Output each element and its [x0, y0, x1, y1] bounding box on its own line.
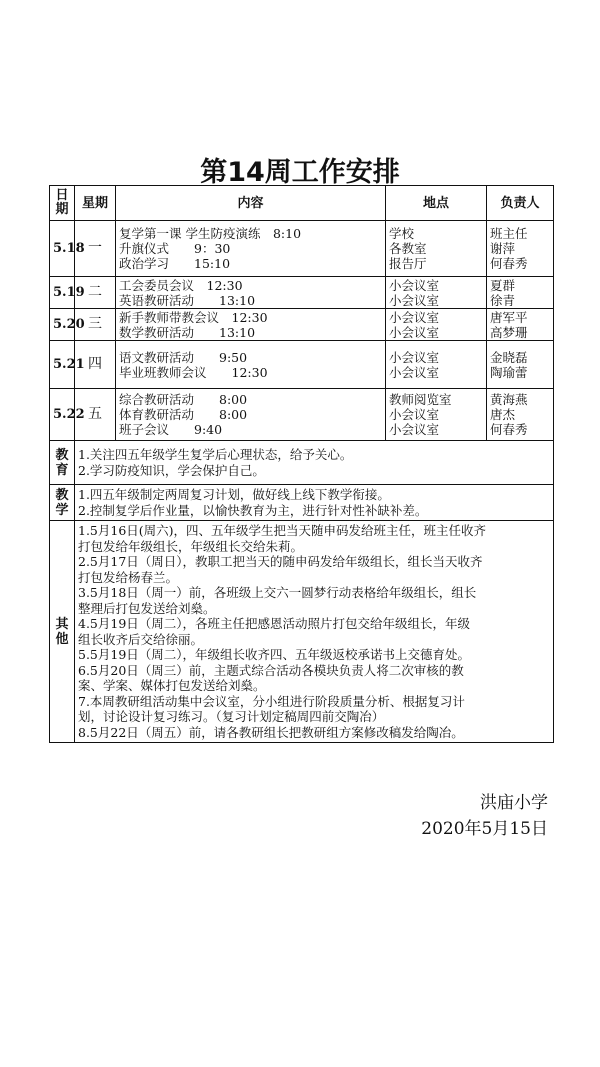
- row-location: [386, 309, 487, 341]
- section-items: [75, 441, 554, 485]
- content-line: 毕业班教师会议 12:30: [119, 364, 268, 380]
- content-line: 政治学习 15:10: [119, 256, 231, 271]
- row-content: [116, 389, 386, 441]
- location-line: 小会议室: [389, 309, 440, 325]
- row-location: [386, 277, 487, 309]
- section-label: [50, 485, 75, 521]
- section-label: [50, 441, 75, 485]
- section-row: [50, 441, 554, 485]
- section-row: [50, 521, 554, 743]
- schedule-row: [50, 389, 554, 441]
- content-line: 复学第一课 学生防疫演练 8:10: [119, 226, 302, 241]
- section-item: 3.5月18日（周一）前，各班级上交六一圆梦行动表格给年级组长，组长: [78, 585, 477, 600]
- location-line: 小会议室: [389, 422, 440, 437]
- person-line: 唐杰: [490, 407, 516, 422]
- person-line: 班主任: [490, 226, 528, 241]
- page-title: 第14周工作安排: [200, 157, 400, 188]
- section-label-char: 教: [55, 487, 69, 503]
- row-date: 5.22: [50, 389, 75, 441]
- section-item: 划，讨论设计复习练习。（复习计划定稿周四前交陶冶）: [78, 709, 385, 724]
- row-location: [386, 221, 487, 277]
- schedule-row: [50, 341, 554, 389]
- section-label-char: 其: [55, 616, 69, 632]
- person-line: 徐青: [490, 292, 516, 308]
- section-item: 整理后打包发送给刘燊。: [78, 600, 216, 616]
- section-item: 7.本周教研组活动集中会议室，分小组进行阶段质量分析、根据复习计: [78, 693, 465, 709]
- row-date: 5.21: [50, 341, 75, 389]
- location-line: 小会议室: [389, 349, 440, 365]
- row-weekday: 二: [75, 277, 116, 309]
- row-weekday: 四: [75, 341, 116, 389]
- row-person: [487, 221, 554, 277]
- section-item: 1.关注四五年级学生复学后心理状态，给予关心。: [78, 447, 353, 462]
- header-weekday: 星期: [75, 186, 116, 221]
- row-person: [487, 277, 554, 309]
- person-line: 夏群: [490, 277, 516, 293]
- signature-school: 洪庙小学: [480, 793, 548, 813]
- person-line: 谢萍: [490, 241, 516, 256]
- row-content: [116, 221, 386, 277]
- content-line: 升旗仪式 9：30: [119, 241, 231, 256]
- header-content: 内容: [116, 186, 386, 221]
- content-line: 综合教研活动 8:00: [119, 392, 248, 407]
- section-item: 2.5月17日（周日），教职工把当天的随申码发给年级组长，组长当天收齐: [78, 554, 483, 569]
- location-line: 各教室: [389, 241, 427, 256]
- section-item: 2.学习防疫知识，学会保护自己。: [78, 462, 265, 478]
- person-line: 金晓磊: [490, 349, 528, 365]
- location-line: 报告厅: [389, 256, 427, 271]
- section-item: 1.四五年级制定两周复习计划，做好线上线下教学衔接。: [78, 487, 390, 502]
- section-row: [50, 485, 554, 521]
- schedule-row: [50, 221, 554, 277]
- content-line: 工会委员会议 12:30: [119, 277, 243, 293]
- person-line: 高梦珊: [490, 324, 528, 340]
- section-items: [75, 485, 554, 521]
- signature-date: 2020年5月15日: [421, 819, 548, 839]
- section-item: 案、学案、媒体打包发送给刘燊。: [78, 678, 266, 693]
- content-line: 语文教研活动 9:50: [119, 349, 248, 365]
- row-weekday: 三: [75, 309, 116, 341]
- row-location: [386, 389, 487, 441]
- header-location: 地点: [386, 186, 487, 221]
- row-date: 5.20: [50, 309, 75, 341]
- row-weekday: 五: [75, 389, 116, 441]
- person-line: 何春秀: [490, 256, 528, 271]
- location-line: 小会议室: [389, 292, 440, 308]
- section-label-char: 教: [55, 447, 69, 463]
- section-label: [50, 521, 75, 743]
- location-line: 小会议室: [389, 407, 440, 422]
- row-content: [116, 341, 386, 389]
- content-line: 班子会议 9:40: [119, 422, 223, 437]
- row-person: [487, 341, 554, 389]
- content-line: 数学教研活动 13:10: [119, 324, 256, 340]
- row-content: [116, 277, 386, 309]
- row-date: 5.19: [50, 277, 75, 309]
- section-item: 5.5月19日（周二），年级组长收齐四、五年级返校承诺书上交德育处。: [78, 647, 471, 662]
- section-item: 6.5月20日（周三）前，主题式综合活动各模块负责人将二次审核的教: [78, 662, 464, 678]
- row-date: 5.18: [50, 221, 75, 277]
- row-content: [116, 309, 386, 341]
- row-location: [386, 341, 487, 389]
- section-items: [75, 521, 554, 743]
- section-item: 打包发给年级组长，年级组长交给朱莉。: [78, 538, 304, 554]
- section-item: 4.5月19日（周二），各班主任把感恩活动照片打包交给年级组长，年级: [78, 616, 471, 631]
- table-header-row: [50, 186, 554, 221]
- section-item: 8.5月22日（周五）前，请各教研组长把教研组方案修改稿发给陶冶。: [78, 724, 464, 740]
- schedule-row: [50, 309, 554, 341]
- schedule-row: [50, 277, 554, 309]
- section-item: 1.5月16日(周六)，四、五年级学生把当天随申码发给班主任，班主任收齐: [78, 523, 487, 538]
- location-line: 学校: [389, 226, 415, 241]
- location-line: 教师阅览室: [389, 392, 452, 407]
- row-weekday: 一: [75, 221, 116, 277]
- content-line: 英语教研活动 13:10: [119, 292, 256, 308]
- section-item: 打包发给杨春兰。: [78, 569, 179, 585]
- section-item: 组长收齐后交给徐丽。: [78, 631, 204, 647]
- schedule-table: [49, 185, 554, 743]
- person-line: 何春秀: [490, 422, 528, 437]
- section-label-char: 学: [55, 502, 69, 518]
- location-line: 小会议室: [389, 364, 440, 380]
- section-item: 2.控制复学后作业量，以愉快教育为主，进行针对性补缺补差。: [78, 502, 428, 518]
- section-label-char: 育: [55, 462, 69, 478]
- content-line: 体育教研活动 8:00: [119, 407, 248, 422]
- person-line: 陶瑜蕾: [490, 364, 528, 380]
- header-person: 负责人: [487, 186, 554, 221]
- location-line: 小会议室: [389, 277, 440, 293]
- section-label-char: 他: [55, 631, 69, 647]
- header-date: 日 期: [50, 186, 75, 221]
- row-person: [487, 389, 554, 441]
- content-line: 新手教师带教会议 12:30: [119, 309, 268, 325]
- person-line: 唐军平: [490, 309, 528, 325]
- person-line: 黄海燕: [490, 392, 528, 407]
- location-line: 小会议室: [389, 324, 440, 340]
- row-person: [487, 309, 554, 341]
